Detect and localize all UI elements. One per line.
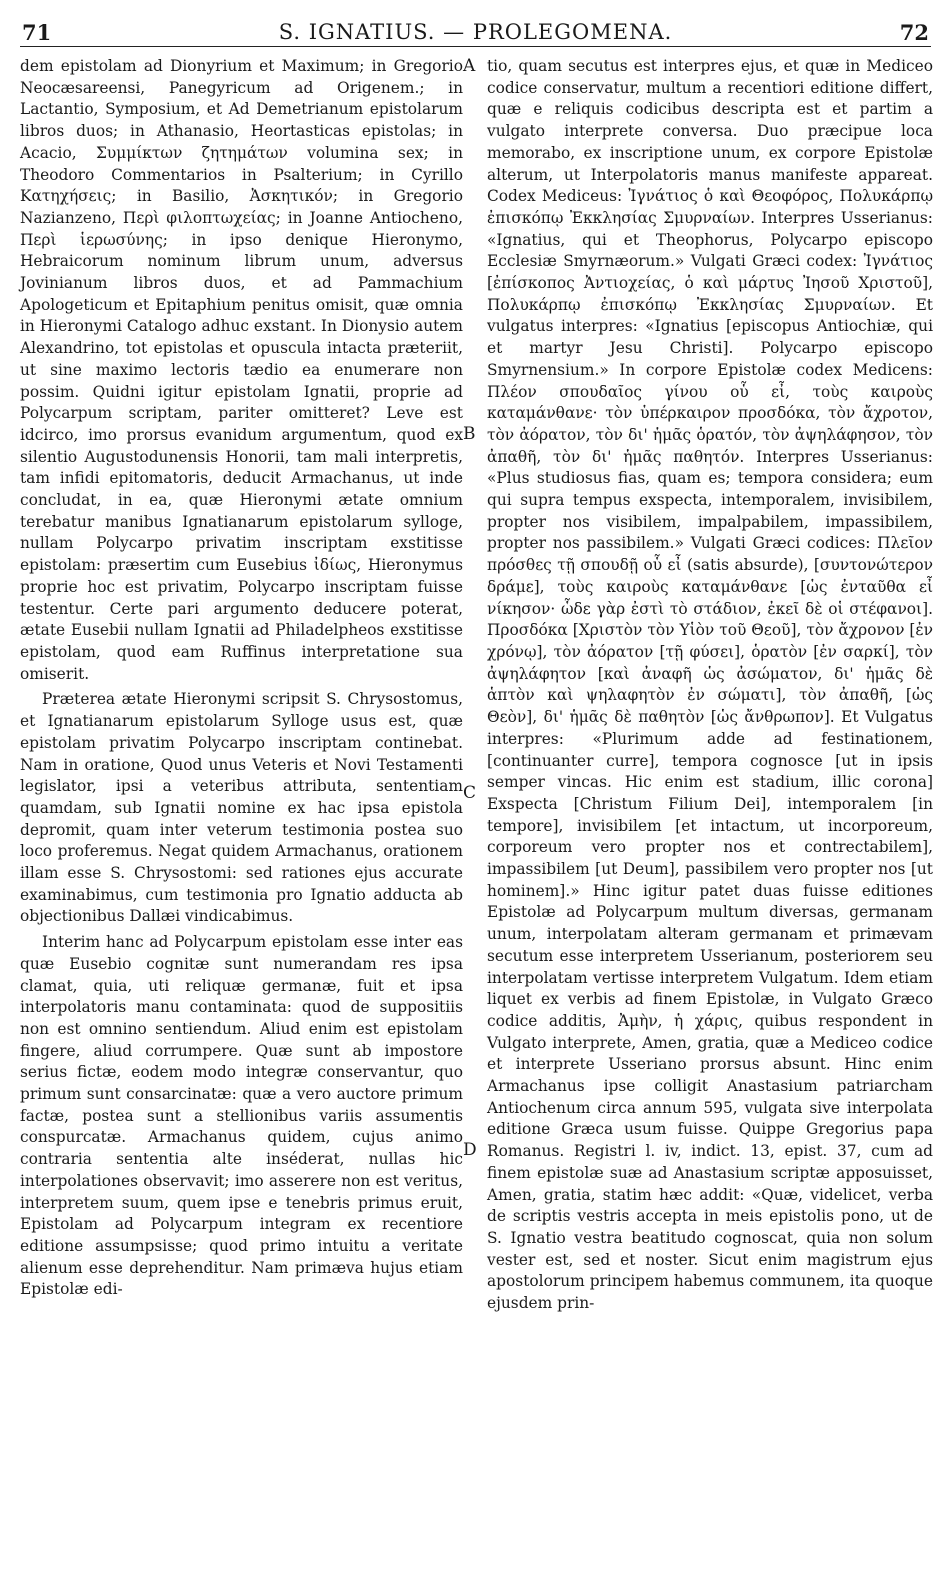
- left-paragraph-3: Interim hanc ad Polycarpum epistolam esse inter eas quæ Eusebio cognitæ sunt numerandam res ipsa clamat, quia, uti reliquæ germanæ, fuit et ipsa interpolatoris manu contaminata: quod de suppositiis non est omnino sentiendum. Aliud enim est epistolam fingere, aliud corrumpere. Quæ sunt ab impostore serius fictæ, eodem modo integræ conservantur, quo primum sunt consarcinatæ: quæ a vero auctore primum factæ, postea sunt a stellionibus variis assumentis conspurcatæ. Armachanus quidem, cujus animo contraria sententia alte inséderat, nullas hic interpolationes observavit; imo asserere non est veritus, interpretem suum, quem ipse e tenebris primus eruit, Epistolam ad Polycarpum integram ex recentiore editione assumpsisse; quod primo intuitu a veritate alienum esse deprehenditur. Nam primæva hujus etiam Epistolæ edi-: [20, 933, 463, 1299]
- section-marker-b: B: [463, 424, 476, 444]
- right-paragraph-1: tio, quam secutus est interpres ejus, et quæ in Mediceo codice conservatur, multum a recentiori editione differt, quæ e reliquis codicibus descripta est et partim a vulgato interprete conversa. Duo præcipue loca memorabo, ex inscriptione unum, ex corpore Epistolæ alterum, ut Interpolatoris manus manifeste appareat. Codex Mediceus: Ἰγνάτιος ὁ καὶ Θεοφόρος, Πολυκάρπῳ ἐπισκόπῳ Ἐκκλησίας Σμυρναίων. Interpres Usserianus: «Ignatius, qui et Theophorus, Polycarpo episcopo Ecclesiæ Smyrnæorum.» Vulgati Græci codex: Ἰγνάτιος [ἐπίσκοπος Ἀντιοχείας, ὁ καὶ μάρτυς Ἰησοῦ Χριστοῦ], Πολυκάρπῳ ἐπισκόπῳ Ἐκκλησίας Σμυρναίων. Et vulgatus interpres: «Ignatius [episcopus Antiochiæ, qui et martyr Jesu Christi]. Polycarpo episcopo Smyrnensium.» In corpore Epistolæ codex Medicens: Πλέον σπουδαῖος γίνου οὗ εἶ, τοὺς καιροὺς καταμάνθανε· τὸν ὑπέρκαιρον προσδόκα, τὸν ἄχροτον, τὸν ἀόρατον, τὸν δι' ἡμᾶς ὁρατόν, τὸν ἀψηλάφησον, τὸν ἀπαθῆ, τὸν δι' ἡμᾶς παθητόν. Interpres Usserianus: «Plus studiosus fias, quam es; tempora considera; eum qui supra tempus exspecta, intemporalem, invisibilem, propter nos visibilem, impalpabilem, impassibilem, propter nos passibilem.» Vulgati Græci codices: Πλεῖον πρόσθες τῇ σπουδῇ οὗ εἶ (satis absurde), [συντονώτερον δράμε], τοὺς καιροὺς καταμάνθανε [ὡς ἐνταῦθα εἶ νίκησον· ὧδε γὰρ ἐστὶ τὸ στάδιον, ἐκεῖ δὲ οἱ στέφανοι]. Προσδόκα [Χριστὸν τὸν Υἱὸν τοῦ Θεοῦ], τὸν ἄχρονον [ἐν χρόνῳ], τὸν ἀόρατον [τῇ φύσει], ὁρατὸν [ἐν σαρκί], τὸν ἀψηλάφητον [καὶ ἀναφῆ ὡς ἀσώματον, δι' ἡμᾶς δὲ ἁπτὸν καὶ ψηλαφητὸν ἐν σώματι], τὸν ἀπαθῆ, [ὡς Θεὸν], δι' ἡμᾶς δὲ παθητὸν [ὡς ἄνθρωπον]. Et Vulgatus interpres: «Plurimum adde ad festinationem, [continuanter curre], tempora cognosce [ut in ipsis semper vincas. Hic enim est stadium, illic corona] Exspecta [Christum Filium Dei], intemporalem [in tempore], invisibilem [et intactum, ut incorporeum, corporeum vero propter nos et contrectabilem], impassibilem [ut Deum], passibilem vero propter nos [ut hominem].» Hinc igitur patet duas fuisse editiones Epistolæ ad Polycarpum multum diversas, germanam unum, interpolatam alteram germanam et primævam secutum esse interpretem Usserianum, posteriorem seu interpolatam vertisse interpretem Vulgatum. Idem etiam liquet ex verbis ad finem Epistolæ, in Vulgato Græco codice additis, Ἀμὴν, ἡ χάρις, quibus respondent in Vulgato interprete, Amen, gratia, quæ a Mediceo codice et interprete Usseriano prorsus absunt. Hinc enim Armachanus ipse colligit Anastasium patriarcham Antiochenum circa annum 595, vulgata sive interpolata editione Græca usum fuisse. Quippe Gregorius papa Romanus. Registri l. iv, indict. 13, epist. 37, cum ad finem epistolæ suæ ad Anastasium scriptæ apposuisset, Amen, gratia, statim hæc addit: «Quæ, videlicet, verba de scriptis vestris accepta in meis epistolis pono, ut de S. Ignatio vestra beatitudo cognoscat, quia non solum vester est, sed et noster. Sicut enim magistrum ejus apostolorum principem habemus communem, ita quoque ejusdem prin-: [487, 57, 933, 1313]
- right-column: [487, 56, 933, 1315]
- left-paragraph-2: Præterea ætate Hieronymi scripsit S. Chrysostomus, et Ignatianarum epistolarum Sylloge usus est, quæ epistolam privatim Polycarpo inscriptam continebat. Nam in oratione, Quod unus Veteris et Novi Testamenti legislator, ipsi a veteribus attributa, sententiam quamdam, sub Ignatii nomine ex hac ipsa epistola depromit, quam inter veterum testimonia postea suo loco proferemus. Negat quidem Armachanus, orationem illam esse S. Chrysostomi: sed rationes ejus accurate examinabimus, cum testimonia pro Ignatio adducta ab objectionibus Dallæi vindicabimus.: [20, 690, 463, 926]
- left-column: [20, 56, 463, 1301]
- section-marker-d: D: [463, 1140, 477, 1160]
- section-marker-c: C: [463, 783, 477, 803]
- running-header: [20, 20, 931, 47]
- section-marker-a: A: [463, 56, 476, 76]
- page-number-left: 71: [22, 20, 52, 45]
- running-title: S. IGNATIUS. — PROLEGOMENA.: [278, 20, 673, 44]
- page-number-right: 72: [899, 20, 929, 45]
- left-paragraph-1: dem epistolam ad Dionyrium et Maximum; in Gregorio Neocæsareensi, Panegyricum ad Origenem.; in Lactantio, Symposium, et Ad Demetrianum epistolarum libros duos; in Athanasio, Heortasticas epistolas; in Acacio, Συμμίκτων ζητημάτων volumina sex; in Theodoro Commentarios in Psalterium; in Cyrillo Κατηχήσεις; in Basilio, Ἀσκητικόν; in Gregorio Nazianzeno, Περὶ φιλοπτωχείας; in Joanne Antiocheno, Περὶ ἱερωσύνης; in ipso denique Hieronymo, Hebraicorum nominum librum unum, adversus Jovinianum libros duos, et ad Pammachium Apologeticum et Epitaphium penitus omisit, quæ omnia in Hieronymi Catalogo adhuc exstant. In Dionysio autem Alexandrino, tot epistolas et opuscula intacta præteriit, ut sine maximo lectoris tædio ea enumerare non possim. Quidni igitur epistolam Ignatii, proprie ad Polycarpum scriptam, pariter omitteret? Leve est idcirco, imo prorsus evanidum argumentum, quod ex silentio Augustodunensis Honorii, tam mali interpretis, tam infidi epitomatoris, deducit Armachanus, ut inde concludat, in ea, quæ Hieronymi ætate omnium terebatur manibus Ignatianarum epistolarum sylloge, nullam Polycarpo privatim inscriptam exstitisse epistolam: præsertim cum Eusebius ἰδίως, Hieronymus proprie hoc est privatim, Polycarpo inscriptam fuisse testentur. Certe pari argumento deducere poterat, ætate Eusebii nullam Ignatii ad Philadelpheos exstitisse epistolam, quod eam Ruffinus interpretatione sua omiserit.: [20, 57, 463, 683]
